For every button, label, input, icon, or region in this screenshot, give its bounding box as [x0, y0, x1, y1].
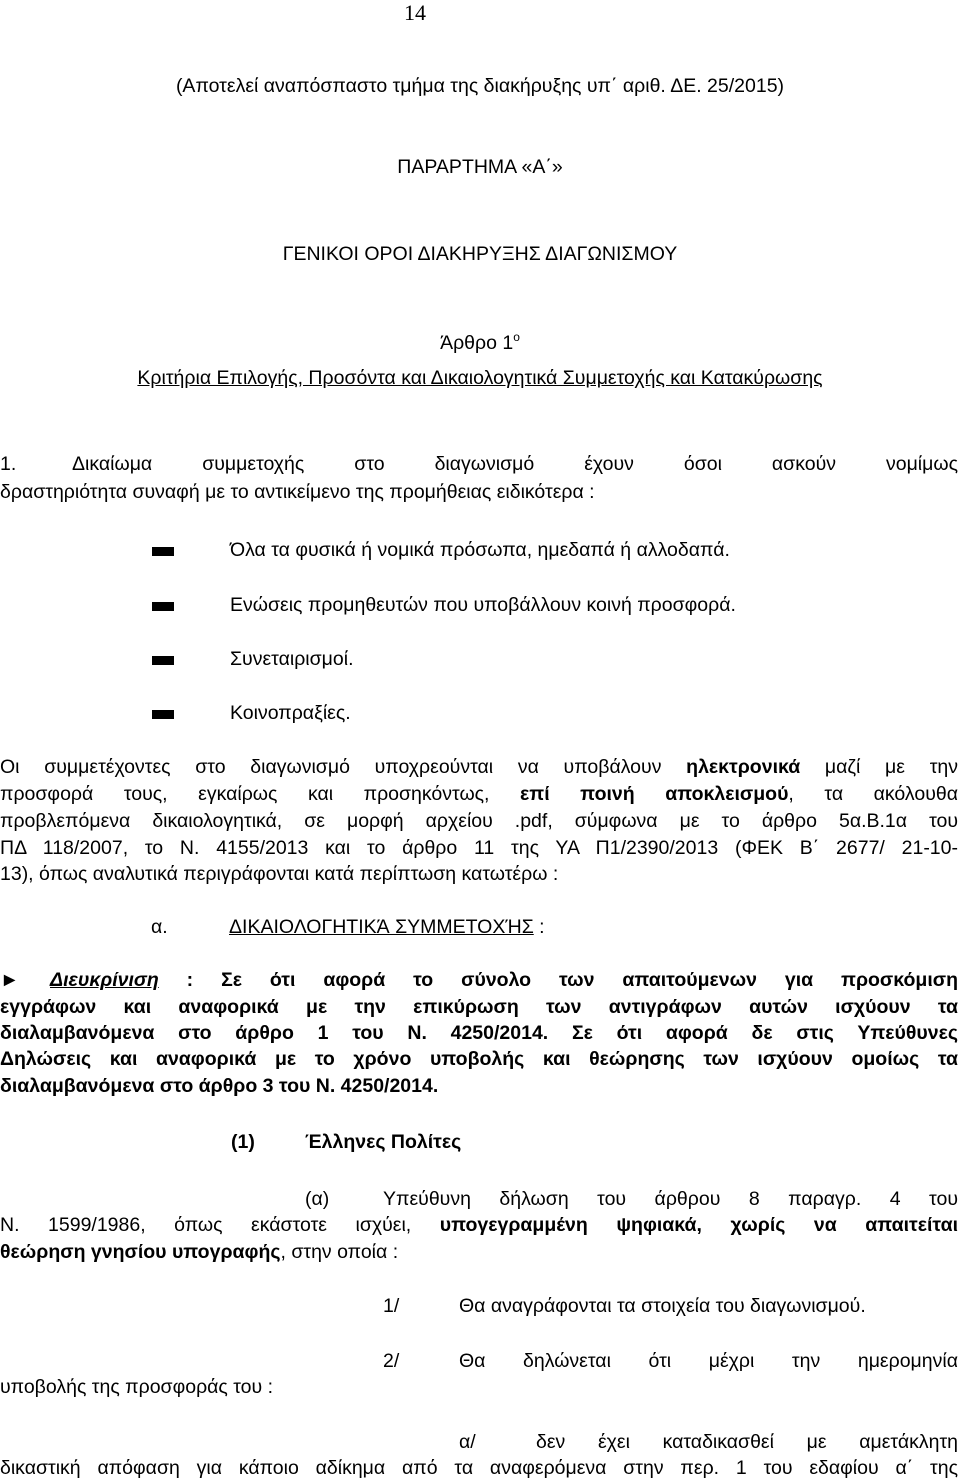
greek-citizens-number: (1): [231, 1131, 255, 1153]
paragraph1-line2: δραστηριότητα συναφή με το αντικείμενο της προμήθειας ειδικότερα :: [0, 481, 595, 503]
sub2-text: Θα δηλώνεται ότι μέχρι την ημερομηνία: [459, 1350, 958, 1372]
bullet-marker: [152, 602, 174, 611]
general-terms-title: ΓΕΝΙΚΟΙ ΟΡΟΙ ΔΙΑΚΗΡΥΞΗΣ ΔΙΑΓΩΝΙΣΜΟΥ: [282, 243, 678, 265]
section-a-letter: α.: [151, 916, 168, 938]
sub1-text: Θα αναγράφονται τα στοιχεία του διαγωνισμού.: [459, 1295, 866, 1317]
suba-continuation: δικαστική απόφαση για κάποιο αδίκημα από τα αναφερόμενα στην περ. 1 του εδαφίου α΄ της: [0, 1457, 958, 1479]
annex-title: ΠΑΡΑΡΤΗΜΑ «Α΄»: [397, 156, 563, 178]
bullet-marker: [152, 547, 174, 556]
item-a-line2: Ν. 1599/1986, όπως εκάστοτε ισχύει, υπογεγραμμένη ψηφιακά, χωρίς να απαιτείται: [0, 1214, 958, 1236]
suba-number: α/: [459, 1431, 476, 1453]
sub1-number: 1/: [383, 1295, 400, 1317]
sub2-continuation: υποβολής της προσφοράς του :: [0, 1376, 274, 1398]
bullet-item: Όλα τα φυσικά ή νομικά πρόσωπα, ημεδαπά ή αλλοδαπά.: [230, 539, 730, 561]
article-title: Άρθρο $1^o$: [440, 330, 520, 354]
clarification-line2: εγγράφων και αναφορικά με την επικύρωση των αντιγράφων αυτών ισχύουν τα: [0, 996, 958, 1018]
play-arrow-icon: ►: [0, 969, 20, 991]
bullet-marker: [152, 656, 174, 665]
sub2-number: 2/: [383, 1350, 400, 1372]
obligations-line3: προβλεπόμενα δικαιολογητικά, σε μορφή αρχείου .pdf, σύμφωνα με το άρθρο 5α.Β.1α του: [0, 810, 958, 832]
clarification-line3: διαλαμβανόμενα στο άρθρο 1 του Ν. 4250/2014. Σε ότι αφορά δε στις Υπεύθυνες: [0, 1022, 958, 1044]
clarification-line1: ► Διευκρίνιση : Σε ότι αφορά το σύνολο των απαιτούμενων για προσκόμιση: [0, 969, 958, 991]
bullet-marker: [152, 710, 174, 719]
obligations-line1: Οι συμμετέχοντες στο διαγωνισμό υποχρεούνται να υποβάλουν ηλεκτρονικά μαζί με την: [0, 756, 958, 778]
excerpt-note: (Αποτελεί αναπόσπαστο τμήμα της διακήρυξης υπ΄ αριθ. ΔΕ. 25/2015): [175, 75, 785, 97]
obligations-line5: 13), όπως αναλυτικά περιγράφονται κατά περίπτωση κατωτέρω :: [0, 863, 559, 885]
bullet-item: Ενώσεις προμηθευτών που υποβάλλουν κοινή προσφορά.: [230, 594, 736, 616]
item-a-line3: θεώρηση γνησίου υπογραφής, στην οποία :: [0, 1241, 399, 1263]
suba-text: δεν έχει καταδικασθεί με αμετάκλητη: [536, 1431, 958, 1453]
item-a-line1: Υπεύθυνη δήλωση του άρθρου 8 παραγρ. 4 του: [383, 1188, 958, 1210]
clarification-line4: Δηλώσεις και αναφορικά με το χρόνο υποβολής και θεώρησης των ισχύουν ομοίως τα: [0, 1048, 958, 1070]
item-a-label: (α): [305, 1188, 330, 1210]
greek-citizens-title: Έλληνες Πολίτες: [305, 1131, 462, 1153]
paragraph1-line1: 1. Δικαίωμα συμμετοχής στο διαγωνισμό έχουν όσοι ασκούν νομίμως: [0, 453, 958, 475]
obligations-line2: προσφορά τους, εγκαίρως και προσηκόντως, επί ποινή αποκλεισμού, τα ακόλουθα: [0, 783, 958, 805]
section-a-heading: ΔΙΚΑΙΟΛΟΓΗΤΙΚΆ ΣΥΜΜΕΤΟΧΉΣ :: [229, 916, 545, 938]
bullet-item: Συνεταιρισμοί.: [230, 648, 354, 670]
article-subtitle: Κριτήρια Επιλογής, Προσόντα και Δικαιολογητικά Συμμετοχής και Κατακύρωσης: [137, 367, 823, 389]
obligations-line4: ΠΔ 118/2007, το Ν. 4155/2013 και το άρθρο 11 της ΥΑ Π1/2390/2013 (ΦΕΚ Β΄ 2677/ 21-10-: [0, 837, 958, 859]
bullet-item: Κοινοπραξίες.: [230, 702, 351, 724]
clarification-line5: διαλαμβανόμενα στο άρθρο 3 του Ν. 4250/2014.: [0, 1075, 439, 1097]
page-number: 14: [404, 0, 426, 25]
